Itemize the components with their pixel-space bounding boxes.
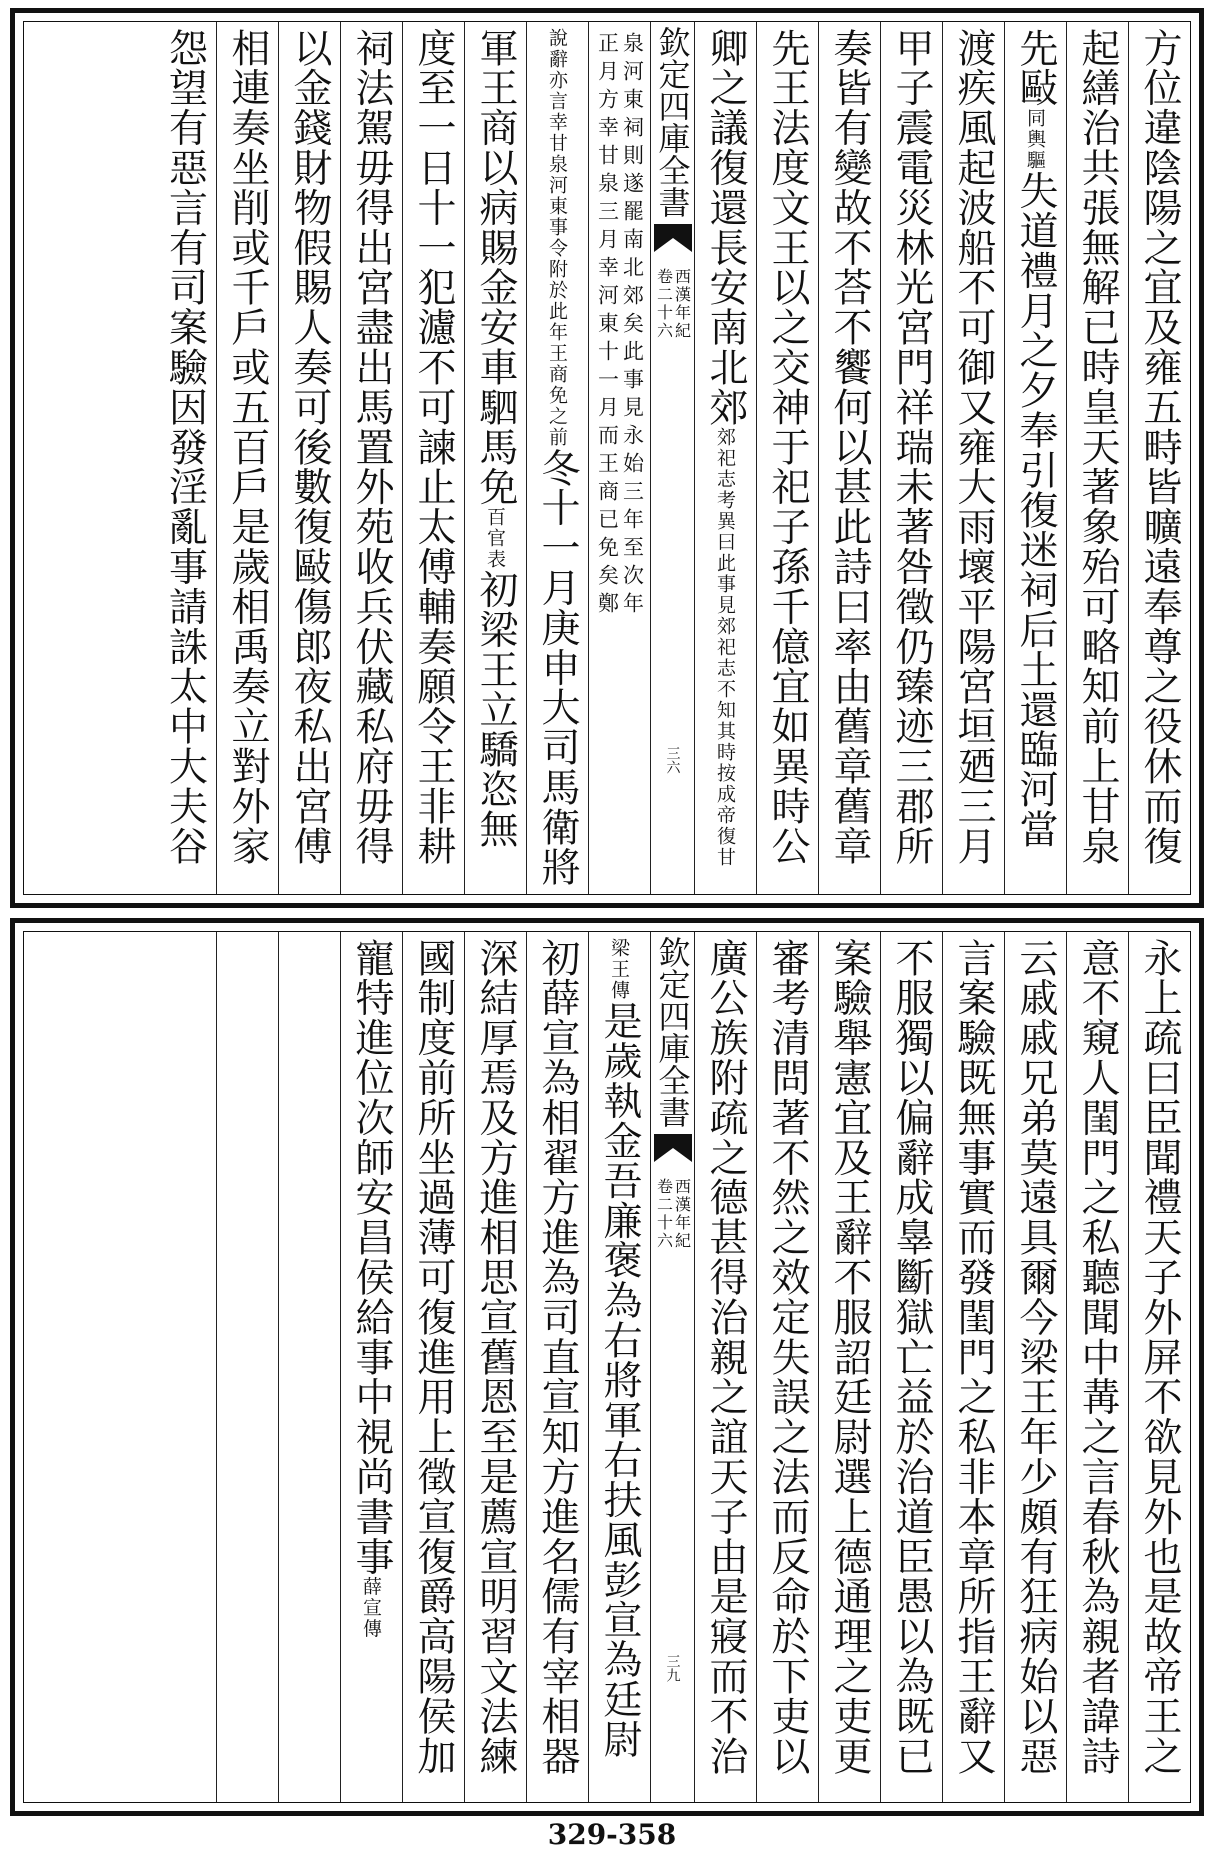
text-column xyxy=(526,22,588,894)
text-column xyxy=(526,932,588,1802)
top-page xyxy=(10,8,1204,908)
gutter-column xyxy=(650,22,694,894)
main-text: 軍王商以病賜金安車駟馬免 xyxy=(473,28,518,507)
main-text: 先敺 xyxy=(1013,28,1058,108)
text-column xyxy=(942,932,1004,1802)
text-column xyxy=(880,932,942,1802)
inline-note: 同輿驅 xyxy=(1024,107,1046,171)
text-column xyxy=(818,22,880,894)
column-text xyxy=(411,932,456,1802)
column-text xyxy=(162,22,208,894)
empty-column xyxy=(154,932,216,1802)
bottom-page xyxy=(10,918,1204,1816)
inline-note: 薛宣傳 xyxy=(360,1576,382,1640)
top-page-columns xyxy=(23,21,1191,895)
chapter-line: 西漢年紀 xyxy=(672,268,692,340)
main-text: 方位違陰陽之宜及雍五畤皆曠遠奉尊之役休而復 xyxy=(1137,28,1182,866)
text-column xyxy=(694,932,756,1802)
column-text xyxy=(349,22,394,894)
text-column xyxy=(216,22,278,894)
main-text: 卿之議復還長安南北郊 xyxy=(703,28,748,427)
main-text: 甲子震電災林光宮門祥瑞未著咎徵仍臻迹三郡所 xyxy=(889,28,934,866)
inline-note: 百官表 xyxy=(484,506,506,570)
column-text xyxy=(1013,932,1058,1802)
inline-note xyxy=(714,427,736,868)
main-text: 國制度前所坐過薄可復進用上徵宣復爵高陽侯加 xyxy=(411,938,456,1776)
book-title: 欽定四庫全書 xyxy=(653,26,692,218)
main-text: 冬十一月庚申大司馬衛將 xyxy=(535,448,580,887)
column-text xyxy=(703,22,748,894)
folio-number: 三九 xyxy=(664,1654,681,1682)
text-column xyxy=(1004,932,1066,1802)
main-text: 先王法度文王以之交神于祀子孫千億宜如異時公 xyxy=(765,28,810,866)
main-text: 奏皆有變故不荅不饗何以甚此詩曰率由舊章舊章 xyxy=(827,28,872,866)
folio-number: 三六 xyxy=(664,746,681,774)
text-column xyxy=(464,932,526,1802)
main-text: 云戚戚兄弟莫遠具爾今梁王年少頗有狂病始以惡 xyxy=(1013,938,1058,1776)
main-text: 意不窺人閨門之私聽聞中冓之言春秋為親者諱詩 xyxy=(1075,938,1120,1776)
column-text xyxy=(765,22,810,894)
text-column xyxy=(1128,932,1190,1802)
main-text: 初梁王立驕恣無 xyxy=(473,569,518,850)
column-text xyxy=(1075,22,1120,894)
column-text xyxy=(535,932,580,1802)
text-column xyxy=(464,22,526,894)
column-text xyxy=(951,932,996,1802)
chapter-line: 卷二十六 xyxy=(654,268,674,340)
column-text xyxy=(765,932,810,1802)
column-text xyxy=(889,932,934,1802)
bottom-page-columns xyxy=(23,931,1191,1803)
text-column xyxy=(756,932,818,1802)
chapter-line: 西漢年紀 xyxy=(672,1178,692,1250)
column-text xyxy=(1013,22,1058,894)
chapter-label xyxy=(656,268,690,340)
column-text xyxy=(473,22,518,894)
text-column xyxy=(588,932,650,1802)
main-text: 初薛宣為相翟方進為司直宣知方進名儒有宰相器 xyxy=(535,938,580,1776)
main-text: 寵特進位次師安昌侯給事中視尚書事 xyxy=(349,938,394,1577)
page-footer-number: 329-358 xyxy=(547,1818,677,1851)
text-column xyxy=(340,932,402,1802)
text-column xyxy=(694,22,756,894)
inline-note: 梁王傳 xyxy=(608,938,630,1001)
main-text: 永上疏曰臣聞禮天子外屏不欲見外也是故帝王之 xyxy=(1137,938,1182,1776)
column-text xyxy=(951,22,996,894)
text-column xyxy=(942,22,1004,894)
main-text: 失道禮月之夕奉引復迷祠后土還臨河當 xyxy=(1013,170,1058,850)
text-column xyxy=(402,932,464,1802)
column-text xyxy=(535,22,580,894)
text-column xyxy=(340,22,402,894)
note-part: 祀志不知其時按成帝復甘 xyxy=(714,637,736,868)
commentary-line: 泉河東祠則遂罷南北郊矣此事見永始三年至次年 xyxy=(620,32,645,620)
gutter-column xyxy=(650,932,694,1802)
empty-column xyxy=(278,932,340,1802)
main-text: 起繕治共張無解已時皇天著象殆可略知前上甘泉 xyxy=(1075,28,1120,866)
column-text xyxy=(287,22,332,894)
main-text: 審考清問著不然之效定失誤之法而反命於下吏以 xyxy=(765,938,810,1776)
main-text: 廣公族附疏之德甚得治親之誼天子由是寢而不治 xyxy=(703,938,748,1776)
column-text xyxy=(827,932,872,1802)
text-column xyxy=(818,932,880,1802)
text-column xyxy=(1066,22,1128,894)
fish-tail-mark-icon xyxy=(654,224,692,254)
column-text xyxy=(1137,932,1182,1802)
note-part: 郊祀志 xyxy=(714,427,736,490)
book-title: 欽定四庫全書 xyxy=(653,936,692,1128)
column-text xyxy=(703,932,748,1802)
column-text xyxy=(349,932,394,1802)
note-part: 考異曰此事見郊 xyxy=(714,490,736,637)
main-text: 祠法駕毋得出宮盡出馬置外苑收兵伏藏私府毋得 xyxy=(349,28,394,866)
text-column xyxy=(880,22,942,894)
text-column xyxy=(278,22,340,894)
column-text xyxy=(889,22,934,894)
main-text: 不服獨以偏辭成辠斷獄亡益於治道臣愚以為既已 xyxy=(889,938,934,1776)
main-text: 度至一日十一犯濾不可諫止太傅輔奏願令王非耕 xyxy=(411,28,456,866)
column-text xyxy=(473,932,518,1802)
column-text xyxy=(411,22,456,894)
column-text xyxy=(1137,22,1182,894)
main-text: 深結厚焉及方進相思宣舊恩至是薦宣明習文法練 xyxy=(473,938,518,1776)
main-text: 相連奏坐削或千戶或五百戶是歲相禹奏立對外家 xyxy=(225,28,270,866)
main-text: 以金錢財物假賜人奏可後數復敺傷郎夜私出宮傅 xyxy=(287,28,332,866)
text-column xyxy=(1066,932,1128,1802)
column-text xyxy=(597,932,642,1802)
chapter-label xyxy=(656,1178,690,1250)
commentary-line: 正月方幸甘泉三月幸河東十一月而王商已免矣鄭 xyxy=(595,32,620,620)
main-text: 是歲執金吾廉褒為右將軍右扶風彭宣為廷尉 xyxy=(597,1001,642,1760)
inline-note: 說辭亦言幸甘泉河東事令附於此年王商免之前 xyxy=(546,28,568,448)
column-text xyxy=(1075,932,1120,1802)
text-column xyxy=(402,22,464,894)
column-text xyxy=(827,22,872,894)
text-column xyxy=(1004,22,1066,894)
empty-column xyxy=(216,932,278,1802)
column-text xyxy=(225,22,270,894)
text-column xyxy=(154,22,216,894)
main-text: 渡疾風起波船不可御又雍大雨壞平陽宮垣廼三月 xyxy=(951,28,996,866)
text-column xyxy=(1128,22,1190,894)
commentary-column xyxy=(588,22,650,894)
main-text: 言案驗既無事實而發閨門之私非本章所指王辭又 xyxy=(951,938,996,1776)
chapter-line: 卷二十六 xyxy=(654,1178,674,1250)
main-text: 案驗舉憲宜及王辭不服詔廷尉選上德通理之吏更 xyxy=(827,938,872,1776)
main-text: 怨望有惡言有司案驗因發淫亂事請誅太中大夫谷 xyxy=(162,28,208,866)
fish-tail-mark-icon xyxy=(654,1134,692,1164)
text-column xyxy=(756,22,818,894)
